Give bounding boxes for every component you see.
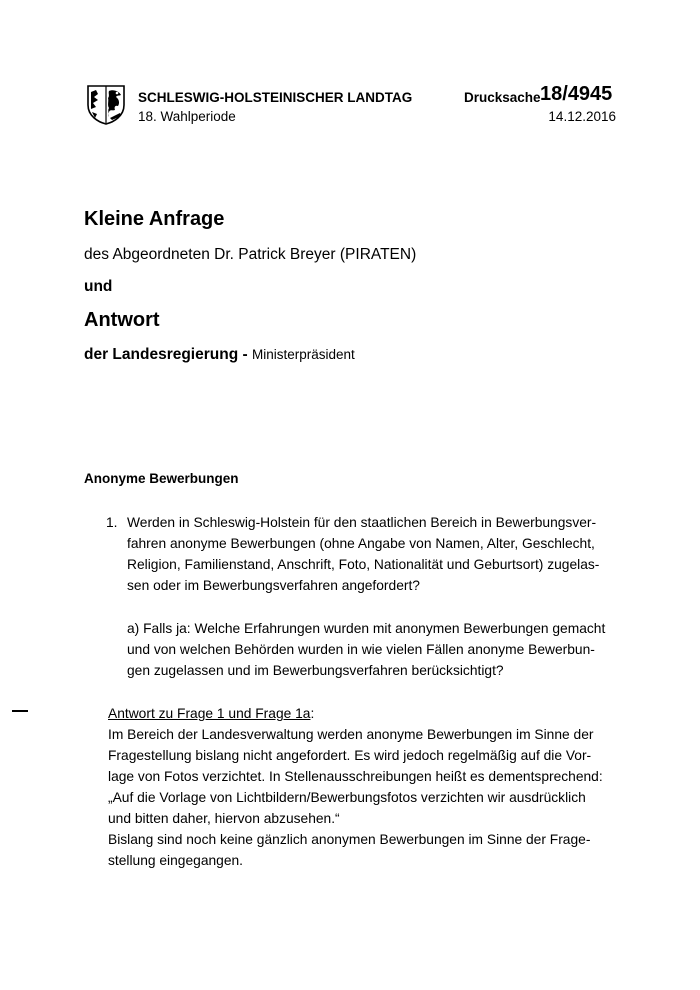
legislative-period: 18. Wahlperiode	[138, 109, 236, 124]
respondent-line	[84, 346, 355, 364]
drucksache-number	[540, 83, 612, 106]
answer-heading-suffix: :	[310, 706, 315, 721]
question-text	[127, 512, 617, 596]
question-sub-line: und von welchen Behörden wurden in wie vielen Fällen anonyme Bewerbun-	[127, 642, 595, 657]
connector-und: und	[84, 278, 113, 295]
answer-line: Fragestellung bislang nicht angefordert. Es wird jedoch regelmäßig auf die Vor-	[108, 748, 592, 763]
respondent-bold: der Landesregierung -	[84, 346, 252, 363]
heading-kleine-anfrage: Kleine Anfrage	[84, 208, 225, 230]
heading-antwort: Antwort	[84, 309, 160, 331]
answer-heading: Antwort zu Frage 1 und Frage 1a	[108, 706, 311, 721]
answer-line: Bislang sind noch keine gänzlich anonymen Bewerbungen im Sinne der Frage-	[108, 832, 591, 847]
document-date: 14.12.2016	[548, 109, 616, 124]
question-sub-line: gen zugelassen und im Bewerbungsverfahren berücksichtigt?	[127, 663, 504, 678]
answer-line: und bitten daher, hiervon abzusehen.“	[108, 811, 340, 826]
topic-heading: Anonyme Bewerbungen	[84, 471, 239, 486]
answer-line: Im Bereich der Landesverwaltung werden anonyme Bewerbungen im Sinne der	[108, 727, 594, 742]
author-line: des Abgeordneten Dr. Patrick Breyer (PIRATEN)	[84, 246, 417, 263]
answer-heading-line	[108, 703, 623, 724]
respondent-sub: Ministerpräsident	[251, 347, 355, 362]
answer-line: stellung eingegangen.	[108, 853, 244, 868]
parliament-name: SCHLESWIG-HOLSTEINISCHER LANDTAG	[138, 90, 413, 105]
question-sub-line: a) Falls ja: Welche Erfahrungen wurden mit anonymen Bewerbungen gemacht	[127, 621, 606, 636]
question-line: fahren anonyme Bewerbungen (ohne Angabe von Namen, Alter, Geschlecht,	[127, 536, 595, 551]
answer-block	[108, 703, 623, 871]
question-line: Werden in Schleswig-Holstein für den staatlichen Bereich in Bewerbungsver-	[127, 515, 597, 530]
drucksache-label: Drucksache	[464, 90, 541, 105]
drucksache-number-sub: 4945	[567, 83, 613, 105]
question-line: Religion, Familienstand, Anschrift, Foto, Nationalität und Geburtsort) zugelas-	[127, 557, 600, 572]
margin-dash	[12, 710, 28, 712]
question-sub-a	[127, 618, 617, 681]
drucksache-number-main: 18/	[540, 83, 568, 105]
answer-line: lage von Fotos verzichtet. In Stellenausschreibungen heißt es dementsprechend:	[108, 769, 603, 784]
question-number: 1.	[106, 515, 118, 530]
question-line: sen oder im Bewerbungsverfahren angefordert?	[127, 578, 420, 593]
coat-of-arms-icon	[86, 83, 126, 125]
answer-line: „Auf die Vorlage von Lichtbildern/Bewerbungsfotos verzichten wir ausdrücklich	[108, 790, 586, 805]
